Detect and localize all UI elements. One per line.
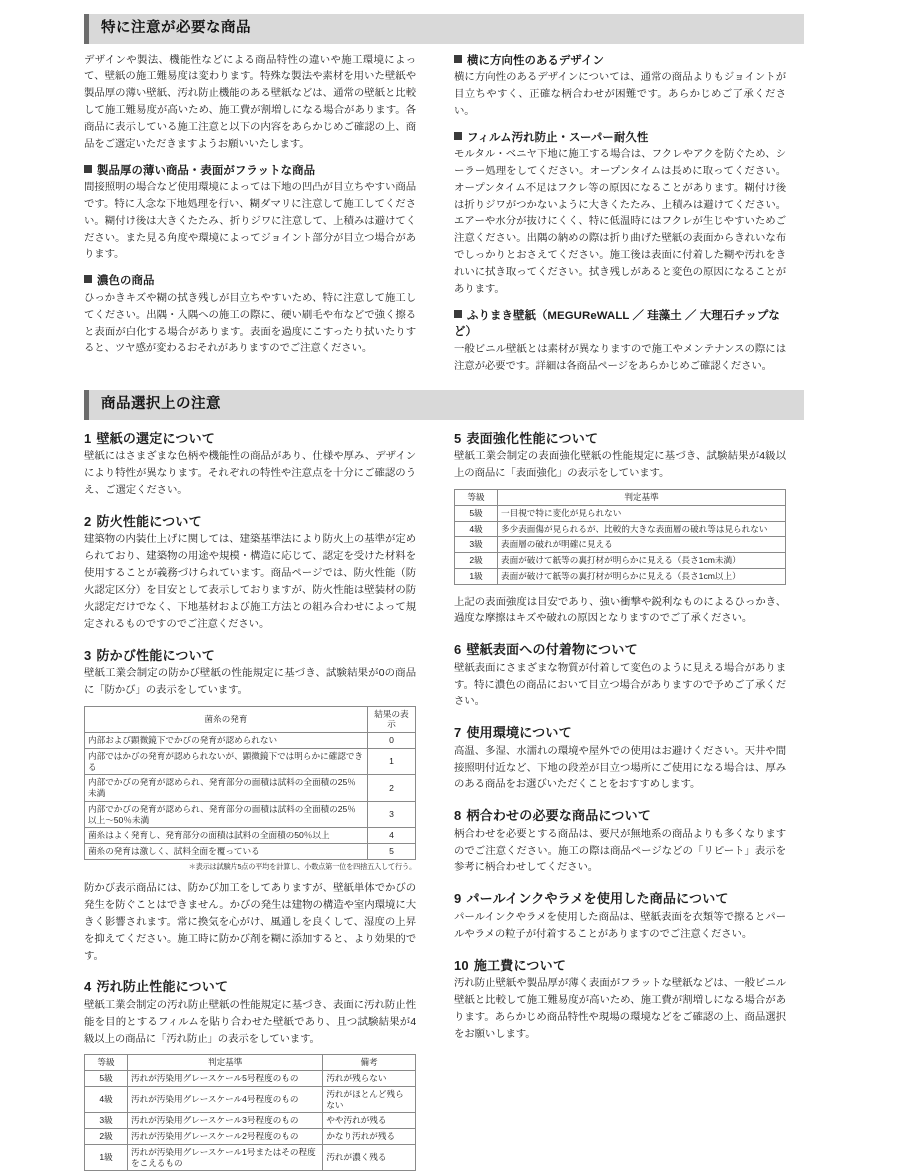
section-header-attention: 特に注意が必要な商品 (84, 14, 804, 44)
selection-item-1 (84, 429, 416, 500)
selection-item-9-body: パールインクやラメを使用した商品は、壁紙表面を衣類等で擦るとパールやラメの粒子が付着することがありますのでご注意ください。 (454, 911, 786, 940)
table-row (85, 733, 416, 749)
surface-strength-table (454, 489, 786, 584)
mold-cell-desc: 菌糸の発育は激しく、試料全面を覆っている (85, 844, 368, 860)
selection-item-3 (84, 646, 416, 966)
selection-item-3-number: 3 (84, 647, 92, 663)
selection-left-column (84, 429, 416, 1173)
stain-cell-note: やや汚れが残る (323, 1113, 416, 1129)
square-bullet-icon (84, 275, 92, 283)
stain-col-header-0: 等級 (85, 1055, 128, 1071)
table-row (455, 537, 786, 553)
surface-cell-grade: 3級 (455, 537, 498, 553)
selection-item-7-title: 使用環境について (466, 725, 572, 741)
attention-left-column (84, 53, 416, 376)
mold-cell-value: 3 (368, 801, 416, 827)
selection-item-9-title: パールインクやラメを使用した商品について (466, 891, 729, 907)
mold-cell-value: 1 (368, 748, 416, 774)
selection-item-2-body: 建築物の内装仕上げに関しては、建築基準法により防火上の基準が定められており、建築物の用途や規模・構造に応じて、認定を受けた材料を使用することが義務づけられています。商品ページでは、防火性能（防火認定区分）を目安として表示しておりますが、防火性能は壁装材の防火認定だけでなく、下地基材および施工方法との組み合わせによって規定されるものですのでご注意ください。 (84, 534, 416, 630)
mold-cell-desc: 内部でかびの発育が認められ、発育部分の面積は試料の全面積の25％以上〜50％未満 (85, 801, 368, 827)
stain-resistance-table (84, 1054, 416, 1171)
mold-cell-desc: 内部および顕微鏡下でかびの発育が認められない (85, 733, 368, 749)
selection-item-7 (454, 723, 786, 794)
surface-cell-criteria: 表面層の破れが明確に見える (498, 537, 786, 553)
selection-item-2-title: 防火性能について (96, 513, 202, 529)
selection-item-3-body: 壁紙工業会制定の防かび壁紙の性能規定に基づき、試験結果が0の商品に「防かび」の表示をしています。 (84, 668, 416, 696)
selection-item-10-heading (454, 956, 786, 976)
table-header-row (85, 706, 416, 732)
selection-item-9-number: 9 (454, 891, 462, 907)
stain-cell-criteria: 汚れが汚染用グレースケール2号程度のもの (128, 1129, 323, 1145)
selection-item-4-heading (84, 977, 416, 997)
stain-cell-criteria: 汚れが汚染用グレースケール3号程度のもの (128, 1113, 323, 1129)
selection-item-2-number: 2 (84, 513, 92, 529)
attention-right-block-1 (454, 53, 786, 121)
mold-col-header-0: 菌糸の発育 (85, 706, 368, 732)
attention-left-heading-1 (84, 163, 416, 180)
attention-left-block-1 (84, 163, 416, 265)
selection-item-5-body: 壁紙工業会制定の表面強化壁紙の性能規定に基づき、試験結果が4級以上の商品に「表面強化」の表示をしています。 (454, 451, 786, 480)
selection-item-1-heading (84, 429, 416, 449)
mold-table-footnote: ＊表示は試験片5点の平均を計算し、小数点第一位を四捨五入して行う。 (188, 861, 416, 871)
attention-right-column (454, 53, 786, 376)
attention-left-heading-2 (84, 273, 416, 290)
selection-right-column (454, 429, 786, 1173)
surface-cell-grade: 2級 (455, 553, 498, 569)
selection-item-8-body: 柄合わせを必要とする商品は、要尺が無地系の商品よりも多くなりますのでご注意ください。施工の際は商品ページなどの「リピート」表示を参考に柄合わせしてください。 (454, 828, 786, 874)
stain-cell-criteria: 汚れが汚染用グレースケール5号程度のもの (128, 1071, 323, 1087)
mold-resistance-table (84, 706, 416, 860)
attention-left-block-2 (84, 273, 416, 358)
table-row (85, 801, 416, 827)
attention-right-heading-1-label: 横に方向性のあるデザイン (467, 54, 605, 67)
attention-right-body-2: モルタル・ベニヤ下地に施工する場合は、フクレやアクを防ぐため、シーラー処理をしてください。オープンタイムは長めに取ってください。オープンタイム不足はフクレ等の原因になることがあります。糊付け後は折りジワがつかないように大きくたたみ、上積みは避けてください。エアーや水分が抜けにくく、特に低温時にはフクレが生じやすいためご注意ください。出隅の納めの際は折り曲げた壁紙の表面からきれいな布でしっかりとおさえてください。施工後は表面に付着した糊や汚れをきれいに拭き取ってください。拭き残しがあると変色の原因になることがあります。 (454, 149, 786, 295)
selection-item-3-after-text: 防かび表示商品には、防かび加工をしてありますが、壁紙単体でかびの発生を防ぐことはできません。かびの発生は建物の構造や室内環境に大きく影響されます。常に換気を心がけ、風通しを良くして、湿度の上昇を抑えてください。施工時に防かび剤を糊に添加すると、より効果的です。 (84, 883, 416, 962)
table-row (85, 748, 416, 774)
table-header-row (85, 1055, 416, 1071)
square-bullet-icon (84, 165, 92, 173)
attention-right-heading-3 (454, 308, 786, 341)
selection-item-2-heading (84, 512, 416, 532)
surface-col-header-1: 判定基準 (498, 490, 786, 506)
surface-cell-criteria: 多少表面傷が見られるが、比較的大きな表面層の破れ等は見られない (498, 521, 786, 537)
selection-item-1-title: 壁紙の選定について (96, 430, 215, 446)
selection-item-7-number: 7 (454, 725, 462, 741)
section-header-selection: 商品選択上の注意 (84, 390, 804, 420)
selection-item-1-number: 1 (84, 430, 92, 446)
attention-right-body-1: 横に方向性のあるデザインについては、通常の商品よりもジョイントが目立ちやすく、正確な柄合わせが困難です。あらかじめご了承ください。 (454, 72, 786, 117)
stain-cell-note: 汚れが残らない (323, 1071, 416, 1087)
attention-intro-text: デザインや製法、機能性などによる商品特性の違いや施工環境によって、壁紙の施工難易度は変わります。特殊な製法や素材を用いた壁紙や製品厚の薄い壁紙、汚れ防止機能のある壁紙などは、通常の壁紙と比較して施工難易度が高いため、施工費が割増しになる場合があります。各商品に表示している施工注意と以下の内容をあらかじめご確認の上、商品をご選定いただきますようお願いいたします。 (84, 54, 416, 150)
selection-item-9-heading (454, 889, 786, 909)
selection-item-8-title: 柄合わせの必要な商品について (466, 808, 651, 824)
selection-item-8 (454, 806, 786, 877)
mold-cell-desc: 内部でかびの発育が認められ、発育部分の面積は試料の全面積の25％未満 (85, 775, 368, 801)
selection-item-3-heading (84, 646, 416, 666)
mold-cell-value: 0 (368, 733, 416, 749)
stain-col-header-2: 備考 (323, 1055, 416, 1071)
mold-col-header-1: 結果の表示 (368, 706, 416, 732)
attention-right-heading-2 (454, 130, 786, 147)
selection-item-5-number: 5 (454, 430, 462, 446)
mold-cell-value: 5 (368, 844, 416, 860)
mold-cell-value: 4 (368, 828, 416, 844)
attention-left-body-1: 間接照明の場合など使用環境によっては下地の凹凸が目立ちやすい商品です。特に入念な下地処理を行い、糊ダマリに注意して施工してください。糊付け後は大きくたたみ、折りジワに注意して、上積みは避けてください。また見る角度や環境によってジョイント部分が目立つ場合があります。 (84, 182, 416, 261)
mold-cell-desc: 内部ではかびの発育が認められないが、顕微鏡下では明らかに確認できる (85, 748, 368, 774)
surface-cell-criteria: 表面が破けて紙等の裏打材が明らかに見える（長さ1cm以上） (498, 568, 786, 584)
selection-item-5-after-text: 上記の表面強度は目安であり、強い衝撃や鋭利なものによるひっかき、過度な摩擦はキズや破れの原因となりますのでご了承ください。 (454, 596, 786, 625)
table-row (85, 828, 416, 844)
table-row (455, 553, 786, 569)
attention-right-block-2 (454, 130, 786, 299)
selection-item-7-body: 高温、多湿、水濡れの環境や屋外での使用はお避けください。天井や間接照明付近など、下地の段差が目立つ場所にご使用になる場合は、厚みのある商品をお選びいただくことをおすすめします。 (454, 745, 786, 791)
table-row (455, 568, 786, 584)
attention-right-heading-2-label: フィルム汚れ防止・スーパー耐久性 (467, 131, 649, 144)
selection-item-7-heading (454, 723, 786, 743)
attention-columns (84, 53, 804, 376)
stain-cell-note: 汚れが濃く残る (323, 1144, 416, 1170)
square-bullet-icon (454, 310, 462, 318)
selection-item-8-heading (454, 806, 786, 826)
selection-item-4-title: 汚れ防止性能について (96, 979, 229, 995)
selection-item-5-heading (454, 429, 786, 449)
selection-item-10-number: 10 (454, 957, 469, 973)
surface-cell-criteria: 一目視で特に変化が見られない (498, 505, 786, 521)
surface-cell-grade: 1級 (455, 568, 498, 584)
selection-item-6-heading (454, 640, 786, 660)
square-bullet-icon (454, 132, 462, 140)
mold-cell-desc: 菌糸はよく発育し、発育部分の面積は試料の全面積の50％以上 (85, 828, 368, 844)
stain-cell-grade: 3級 (85, 1113, 128, 1129)
selection-columns (84, 429, 804, 1173)
selection-item-6-body: 壁紙表面にさまざまな物質が付着して変色のように見える場合があります。特に濃色の商品において目立つ場合がありますので予めご了承ください。 (454, 662, 786, 708)
surface-col-header-0: 等級 (455, 490, 498, 506)
attention-left-heading-2-label: 濃色の商品 (97, 275, 155, 288)
selection-item-1-body: 壁紙にはさまざまな色柄や機能性の商品があり、仕様や厚み、デザインにより特性が異なります。それぞれの特性や注意点を十分にご確認のうえ、ご選定ください。 (84, 451, 416, 497)
attention-right-heading-1 (454, 53, 786, 70)
square-bullet-icon (454, 55, 462, 63)
stain-cell-grade: 1級 (85, 1144, 128, 1170)
selection-item-4-number: 4 (84, 979, 92, 995)
attention-right-body-3: 一般ビニル壁紙とは素材が異なりますので施工やメンテナンスの際には注意が必要です。詳細は各商品ページをあらかじめご確認ください。 (454, 343, 786, 372)
selection-item-4 (84, 977, 416, 1171)
attention-left-heading-1-label: 製品厚の薄い商品・表面がフラットな商品 (97, 164, 316, 177)
attention-intro-block (84, 53, 416, 154)
selection-item-6 (454, 640, 786, 711)
attention-right-block-3 (454, 308, 786, 376)
table-row (85, 844, 416, 860)
attention-right-heading-3-label: ふりまき壁紙（MEGUReWALL ／ 珪藻土 ／ 大理石チップなど） (454, 309, 780, 339)
surface-cell-grade: 4級 (455, 521, 498, 537)
stain-col-header-1: 判定基準 (128, 1055, 323, 1071)
attention-left-body-2: ひっかきキズや糊の拭き残しが目立ちやすいため、特に注意して施工してください。出隅・入隅への施工の際に、硬い刷毛や布などで強く擦ると表面が白化する場合があります。表面を過度にこすったり拭いたりすると、ツヤ感が変わるおそれがありますのでご注意ください。 (84, 292, 416, 355)
selection-item-10 (454, 956, 786, 1044)
table-row (85, 1129, 416, 1145)
mold-cell-value: 2 (368, 775, 416, 801)
table-row (455, 505, 786, 521)
selection-item-10-body: 汚れ防止壁紙や製品厚が薄く表面がフラットな壁紙などは、一般ビニル壁紙と比較して施工難易度が高いため、施工費が割増しになる場合があります。あらかじめ商品特性や現場の環境などをご確認の上、商品選択をお願いします。 (454, 978, 786, 1040)
selection-item-6-title: 壁紙表面への付着物について (466, 642, 638, 658)
stain-cell-grade: 4級 (85, 1086, 128, 1112)
selection-item-2 (84, 512, 416, 634)
stain-cell-criteria: 汚れが汚染用グレースケール1号またはその程度をこえるもの (128, 1144, 323, 1170)
stain-cell-note: 汚れがほとんど残らない (323, 1086, 416, 1112)
table-row (85, 1071, 416, 1087)
table-row (85, 775, 416, 801)
selection-item-5 (454, 429, 786, 628)
stain-cell-criteria: 汚れが汚染用グレースケール4号程度のもの (128, 1086, 323, 1112)
selection-item-10-title: 施工費について (473, 957, 567, 973)
table-header-row (455, 490, 786, 506)
selection-item-4-body: 壁紙工業会制定の汚れ防止壁紙の性能規定に基づき、表面に汚れ防止性能を目的とするフィルムを貼り合わせた壁紙であり、且つ試験結果が4級以上の商品に「汚れ防止」の表示をしています。 (84, 999, 416, 1045)
table-row (85, 1113, 416, 1129)
table-row (85, 1144, 416, 1170)
selection-item-8-number: 8 (454, 808, 462, 824)
surface-cell-criteria: 表面が破けて紙等の裏打材が明らかに見える（長さ1cm未満） (498, 553, 786, 569)
table-row (455, 521, 786, 537)
stain-cell-note: かなり汚れが残る (323, 1129, 416, 1145)
selection-item-5-title: 表面強化性能について (466, 430, 599, 446)
stain-cell-grade: 5級 (85, 1071, 128, 1087)
surface-cell-grade: 5級 (455, 505, 498, 521)
table-row (85, 1086, 416, 1112)
selection-item-9 (454, 889, 786, 943)
selection-item-6-number: 6 (454, 642, 462, 658)
selection-item-3-title: 防かび性能について (96, 647, 215, 663)
stain-cell-grade: 2級 (85, 1129, 128, 1145)
